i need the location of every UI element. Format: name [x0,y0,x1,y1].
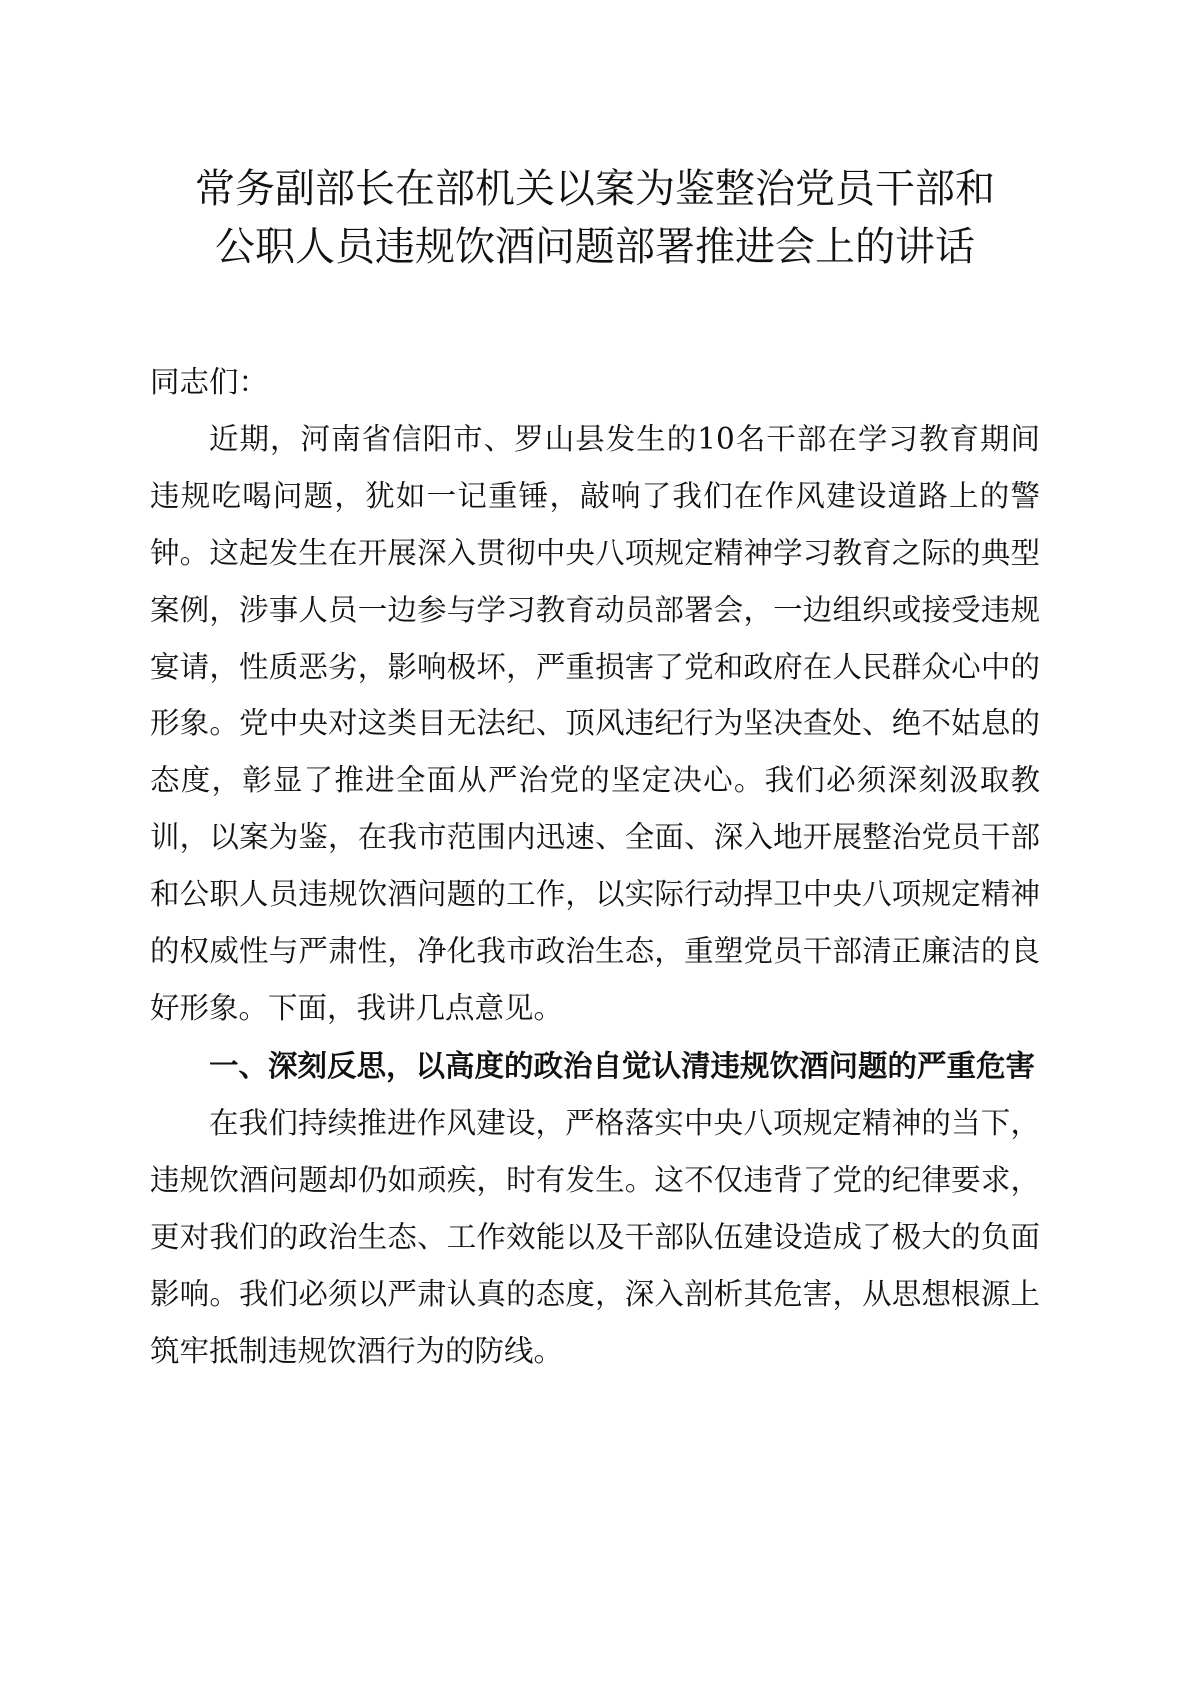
document-title [150,160,1040,276]
title-line-1: 常务副部长在部机关以案为鉴整治党员干部和 [195,166,995,212]
salutation: 同志们： [150,365,269,399]
section-heading-1: 一、深刻反思，以高度的政治自觉认清违规饮酒问题的严重危害 [209,1048,1036,1083]
title-line-2: 公职人员违规饮酒问题部署推进会上的讲话 [215,224,975,270]
paragraph-section-1: 在我们持续推进作风建设，严格落实中央八项规定精神的当下，违规饮酒问题却仍如顽疾，时有发生。这不仅违背了党的纪律要求，更对我们的政治生态、工作效能以及干部队伍建设造成了极大的负面影响。我们必须以严肃认真的态度，深入剖析其危害，从思想根源上筑牢抵制违规饮酒行为的防线。 [150,1105,1040,1368]
document-body [150,354,1040,1379]
paragraph-intro: 近期，河南省信阳市、罗山县发生的10名干部在学习教育期间违规吃喝问题，犹如一记重锤，敲响了我们在作风建设道路上的警钟。这起发生在开展深入贯彻中央八项规定精神学习教育之际的典型案例，涉事人员一边参与学习教育动员部署会，一边组织或接受违规宴请，性质恶劣，影响极坏，严重损害了党和政府在人民群众心中的形象。党中央对这类目无法纪、顶风违纪行为坚决查处、绝不姑息的态度，彰显了推进全面从严治党的坚定决心。我们必须深刻汲取教训，以案为鉴，在我市范围内迅速、全面、深入地开展整治党员干部和公职人员违规饮酒问题的工作，以实际行动捍卫中央八项规定精神的权威性与严肃性，净化我市政治生态，重塑党员干部清正廉洁的良好形象。下面，我讲几点意见。 [150,421,1040,1025]
